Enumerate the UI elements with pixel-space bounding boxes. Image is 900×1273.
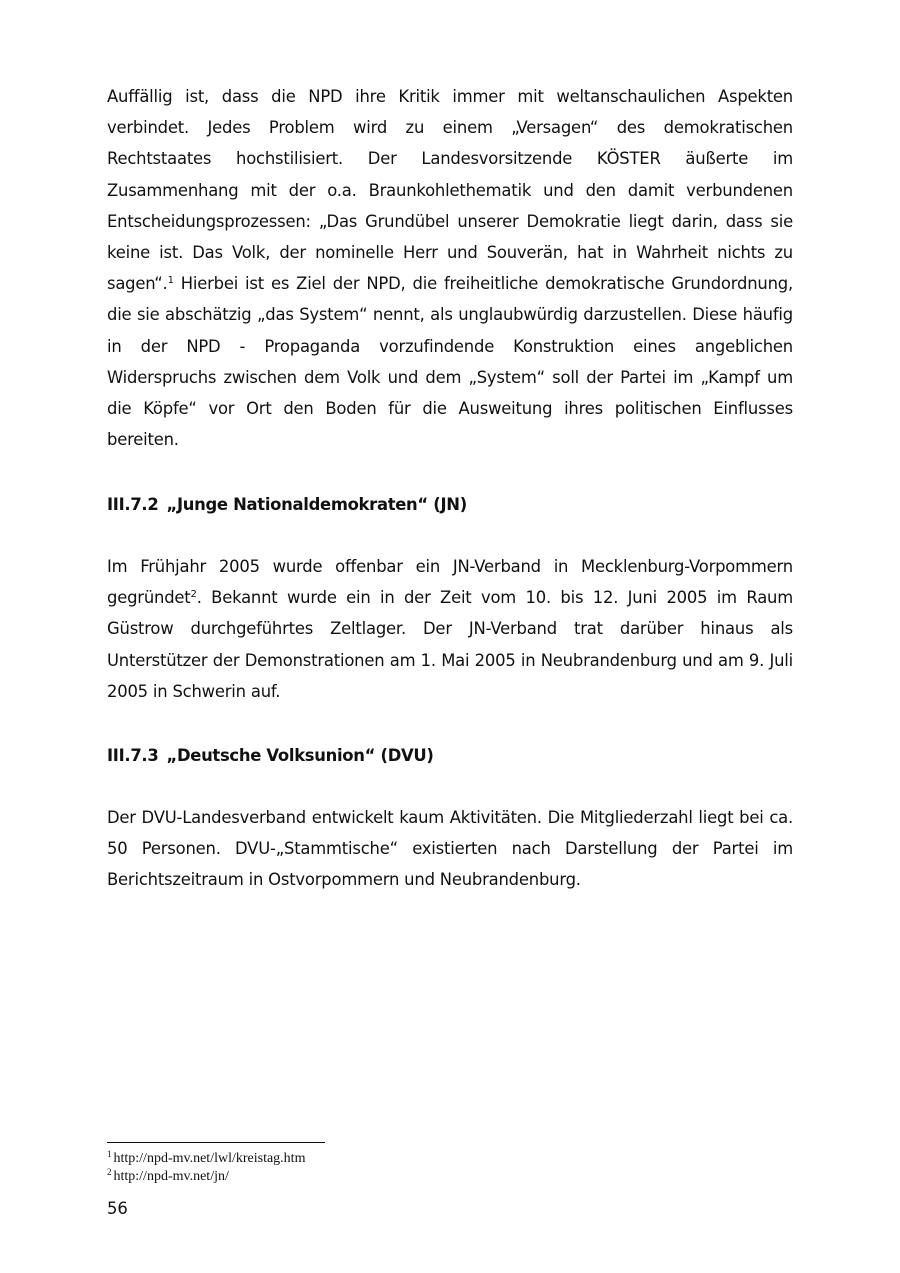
paragraph-text: Der DVU-Landesverband entwickelt kaum Aktivitäten. Die Mitgliederzahl liegt bei ca. 50 Personen. DVU-„Stammtische“ existierten nach Darstellung der Partei im Berichtszeitraum in Ostvorpommern und Neubrandenburg. (107, 808, 793, 890)
paragraph-text: . Bekannt wurde ein in der Zeit vom 10. bis 12. Juni 2005 im Raum Güstrow durchgeführtes Zeltlager. Der JN-Verband trat darüber hinaus als Unterstützer der Demonstrationen am 1. Mai 2005 in Neubrandenburg und am 9. Juli 2005 in Schwerin auf. (107, 588, 793, 701)
paragraph-npd-criticism (107, 81, 793, 455)
section-title: „Deutsche Volksunion“ (DVU) (166, 746, 434, 765)
section-heading-jn (107, 489, 793, 520)
section-title: „Junge Nationaldemokraten“ (JN) (166, 495, 467, 514)
paragraph-text: Hierbei ist es Ziel der NPD, die freiheitliche demokratische Grundordnung, die sie abschätzig „das System“ nennt, als unglaubwürdig darzustellen. Diese häufig in der NPD - Propaganda vorzufindende Konstruktion eines angeblichen Widerspruchs zwischen dem Volk und dem „System“ soll der Partei im „Kampf um die Köpfe“ vor Ort den Boden für die Ausweitung ihres politischen Einflusses bereiten. (107, 274, 793, 450)
footnote-2 (107, 1168, 305, 1186)
footnote-link[interactable]: http://npd-mv.net/jn/ (113, 1169, 229, 1184)
footnote-link[interactable]: http://npd-mv.net/lwl/kreistag.htm (113, 1151, 306, 1166)
footnote-divider (107, 1142, 325, 1143)
paragraph-dvu (107, 802, 793, 896)
section-number: III.7.3 (107, 746, 159, 765)
footnote-reference[interactable]: 2 (190, 589, 197, 601)
footnote-mark: 1 (107, 1149, 112, 1159)
footnote-1 (107, 1150, 305, 1168)
footnote-mark: 2 (107, 1167, 112, 1177)
footnote-reference[interactable]: 1 (167, 275, 174, 287)
page-number: 56 (107, 1199, 128, 1218)
section-number: III.7.2 (107, 495, 159, 514)
paragraph-jn (107, 551, 793, 707)
section-heading-dvu (107, 740, 793, 771)
paragraph-text: Auffällig ist, dass die NPD ihre Kritik immer mit weltanschaulichen Aspekten verbindet. Jedes Problem wird zu einem „Versagen“ des demokratischen Rechtstaates hochstilisiert. Der Landesvorsitzende KÖSTER äußerte im Zusammenhang mit der o.a. Braunkohlethematik und den damit verbundenen Entscheidungsprozessen: „Das Grundübel unserer Demokratie liegt darin, dass sie keine ist. Das Volk, der nominelle Herr und Souverän, hat in Wahrheit nichts zu sagen“. (107, 87, 793, 294)
footnotes (107, 1150, 305, 1186)
paragraph-text: Im Frühjahr 2005 wurde offenbar ein JN-Verband in Mecklenburg-Vorpommern gegründet (107, 557, 793, 608)
